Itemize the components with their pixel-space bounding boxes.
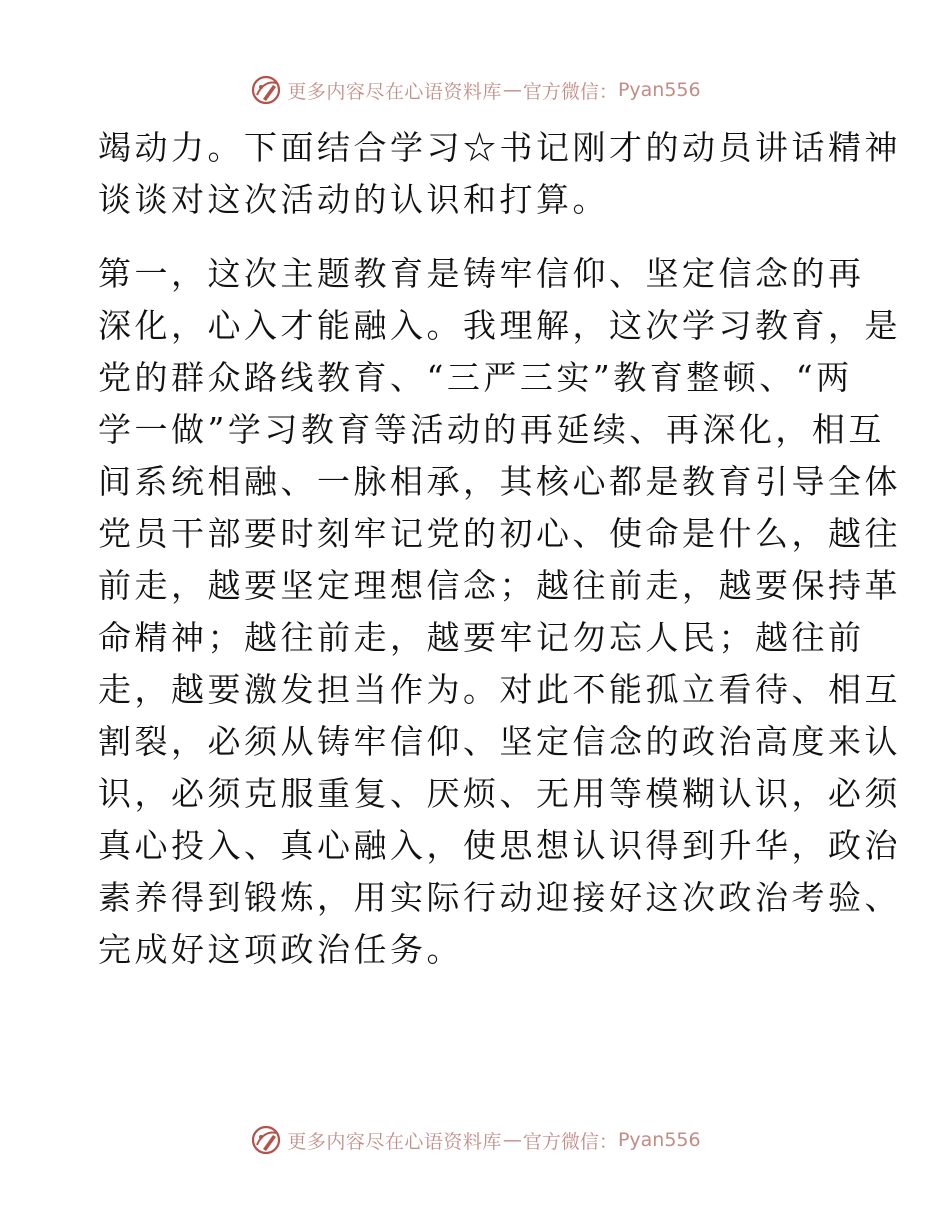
- paragraph-continuation: [98, 122, 901, 226]
- paragraph-first-point: [98, 248, 901, 976]
- text-line: 间系统相融、一脉相承，其核心都是教育引导全体: [98, 462, 901, 501]
- watermark-contact-label: 官方微信：: [522, 1130, 618, 1153]
- text-line: 党员干部要时刻牢记党的初心、使命是什么，越往: [98, 514, 901, 553]
- text-line: 命精神；越往前走，越要牢记勿忘人民；越往前: [98, 618, 865, 657]
- watermark-contact-id: Pyan556: [617, 1129, 701, 1151]
- pen-swirl-logo-icon: [249, 1123, 283, 1157]
- watermark-contact-id: Pyan556: [617, 79, 701, 101]
- footer-watermark: [0, 1120, 950, 1160]
- watermark-text: 更多内容尽在心语资料库: [287, 80, 502, 103]
- text-line: 党的群众路线教育、“三严三实”教育整顿、“两: [98, 358, 853, 397]
- text-line: 前走，越要坚定理想信念；越往前走，越要保持革: [98, 566, 901, 605]
- text-line: 走，越要激发担当作为。对此不能孤立看待、相互: [98, 670, 901, 709]
- text-line: 竭动力。下面结合学习☆书记刚才的动员讲话精神: [98, 128, 901, 167]
- watermark-text: 更多内容尽在心语资料库: [287, 1130, 502, 1153]
- text-line: 割裂，必须从铸牢信仰、坚定信念的政治高度来认: [98, 722, 901, 761]
- text-line: 谈谈对这次活动的认识和打算。: [98, 180, 609, 219]
- text-line: 深化，心入才能融入。我理解，这次学习教育，是: [98, 306, 901, 345]
- text-line: 学一做”学习教育等活动的再延续、再深化，相互: [98, 410, 885, 449]
- text-line: 识，必须克服重复、厌烦、无用等模糊认识，必须: [98, 774, 901, 813]
- watermark-contact-label: 官方微信：: [522, 80, 618, 103]
- watermark-separator: —: [502, 1129, 522, 1151]
- header-watermark: [0, 70, 950, 110]
- text-line: 完成好这项政治任务。: [98, 930, 463, 969]
- pen-swirl-logo-icon: [249, 73, 283, 107]
- text-line: 素养得到锻炼，用实际行动迎接好这次政治考验、: [98, 878, 901, 917]
- text-line: 真心投入、真心融入，使思想认识得到升华，政治: [98, 826, 901, 865]
- watermark-separator: —: [502, 79, 522, 101]
- document-body: [98, 122, 901, 976]
- text-line: 第一，这次主题教育是铸牢信仰、坚定信念的再: [98, 254, 865, 293]
